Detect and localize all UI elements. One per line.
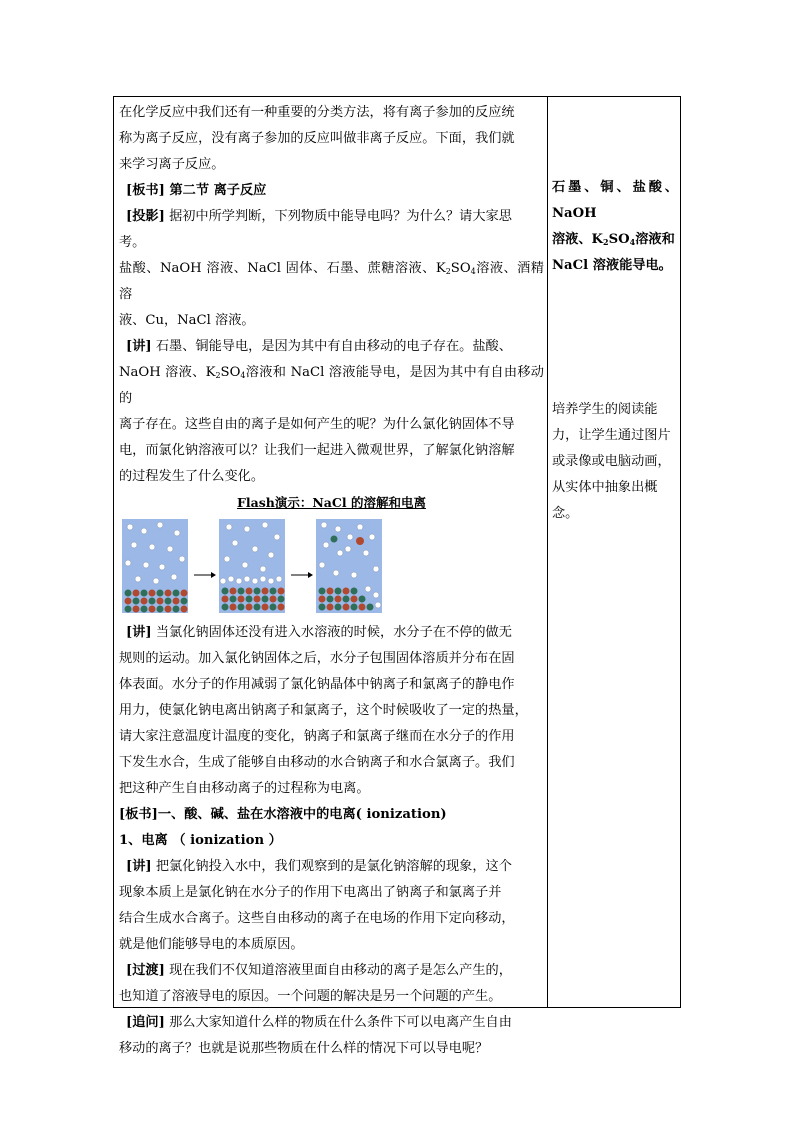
board-text: 第二节 离子反应	[169, 183, 267, 198]
question-paragraph: [追问] 那么大家知道什么样的物质在什么条件下可以电离产生自由	[126, 1015, 512, 1030]
lecture-paragraph-2: [讲] 当氯化钠固体还没有进入水溶液的时候，水分子在不停的做无	[126, 625, 512, 640]
board-heading-1	[119, 178, 544, 204]
question-line: 移动的离子？也就是说那些物质在什么样的情况下可以导电呢？	[119, 1041, 489, 1056]
lecture-line: 请大家注意温度计温度的变化，钠离子和氯离子继而在水分子的作用	[119, 729, 515, 744]
projection-paragraph	[119, 204, 544, 230]
dissolution-stage-3-image	[316, 519, 382, 613]
lecture-paragraph-3: [讲] 把氯化钠投入水中，我们观察到的是氯化钠溶解的现象，这个	[126, 859, 512, 874]
transition-tag: [过渡]	[126, 963, 165, 978]
lecture-line: 用力，使氯化钠电离出钠离子和氯离子，这个时候吸收了一定的热量，	[119, 703, 528, 718]
board-tag: [板书]	[126, 183, 165, 198]
arrow-right-icon	[291, 571, 313, 579]
lecture-line: 就是他们能够导电的本质原因。	[119, 937, 304, 952]
lecture-tag: [讲]	[126, 339, 152, 354]
flash-demo-title: Flash演示：NaCl 的溶解和电离	[237, 495, 426, 510]
substance-list-line: 盐酸、NaOH 溶液、NaCl 固体、石墨、蔗糖溶液、$K_2SO_4$溶液、酒精溶	[119, 261, 544, 302]
lecture-line: 结合生成水合离子。这些自由移动的离子在电场的作用下定向移动，	[119, 911, 515, 926]
dissolution-figures	[119, 519, 544, 618]
lecture-line: 的过程发生了什么变化。	[119, 469, 265, 484]
lecture-line: NaOH 溶液、$K_2SO_4$溶液和 NaCl 溶液能导电，是因为其中有自由移动的	[119, 365, 544, 406]
board-heading-2: [板书]一、酸、碱、盐在水溶液中的电离( ionization)	[119, 807, 447, 822]
lecture-tag: [讲]	[126, 859, 152, 874]
lecture-line: 离子存在。这些自由的离子是如何产生的呢？为什么氯化钠固体不导	[119, 417, 515, 432]
intro-line: 来学习离子反应。	[119, 157, 225, 172]
lecture-paragraph-1: [讲] 石墨、铜能导电，是因为其中有自由移动的电子存在。盐酸、	[126, 339, 512, 354]
transition-paragraph: [过渡] 现在我们不仅知道溶液里面自由移动的离子是怎么产生的，	[126, 963, 512, 978]
lecture-line: 把这种产生自由移动离子的过程称为电离。	[119, 781, 370, 796]
arrow-right-icon	[194, 571, 216, 579]
notes-column	[552, 175, 678, 527]
lecture-line: 电，而氯化钠溶液可以？让我们一起进入微观世界，了解氯化钠溶解	[119, 443, 515, 458]
column-divider	[547, 97, 548, 1007]
teaching-intent-note: 培养学生的阅读能 力，让学生通过图片 或录像或电脑动画， 从实体中抽象出概 念。	[552, 402, 671, 521]
lecture-tag: [讲]	[126, 625, 152, 640]
projection-text: 据初中所学判断，下列物质中能导电吗？为什么？请大家思	[169, 209, 512, 224]
section-heading-ionization: 1、电离 （ ionization ）	[119, 833, 282, 848]
projection-tag: [投影]	[126, 209, 165, 224]
lesson-table	[113, 96, 681, 1056]
intro-line: 称为离子反应，没有离子参加的反应叫做非离子反应。下面，我们就	[119, 131, 515, 146]
intro-line: 在化学反应中我们还有一种重要的分类方法，将有离子参加的反应统	[119, 105, 515, 120]
dissolution-stage-1-image	[122, 519, 188, 613]
lecture-line: 现象本质上是氯化钠在水分子的作用下电离出了钠离子和氯离子并	[119, 885, 502, 900]
student-answer: 石墨、铜、盐酸、NaOH 溶液、$K_2SO_4$溶液和 NaCl 溶液能导电。	[552, 180, 678, 273]
projection-text-cont: 考。	[119, 235, 146, 250]
lecture-line: 体表面。水分子的作用减弱了氯化钠晶体中钠离子和氯离子的静电作	[119, 677, 515, 692]
lesson-content-column	[119, 100, 544, 1062]
question-tag: [追问]	[126, 1015, 165, 1030]
substance-list-line: 液、Cu，NaCl 溶液。	[119, 313, 255, 328]
lecture-line: 下发生水合，生成了能够自由移动的水合钠离子和水合氯离子。我们	[119, 755, 515, 770]
lecture-line: 规则的运动。加入氯化钠固体之后，水分子包围固体溶质并分布在固	[119, 651, 515, 666]
transition-line: 也知道了溶液导电的原因。一个问题的解决是另一个问题的产生。	[119, 989, 502, 1004]
dissolution-stage-2-image	[219, 519, 285, 613]
